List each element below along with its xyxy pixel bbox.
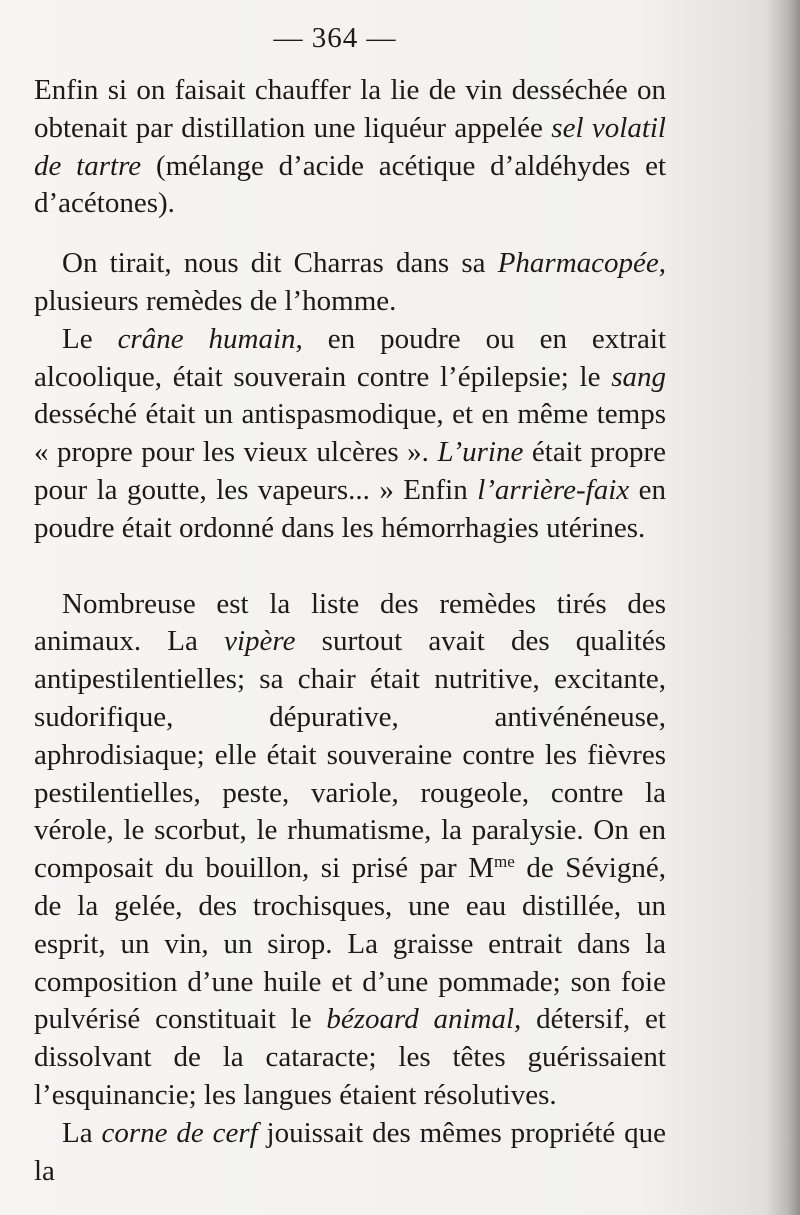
paragraph-2 [34, 245, 666, 321]
text-run: (mélange d’acide acétique d’aldéhydes et d’acétones). [34, 149, 666, 220]
italic-term: bézoard animal, [326, 1003, 522, 1036]
italic-term: corne de cerf [101, 1116, 258, 1149]
superscript: me [494, 852, 515, 872]
text-run: en poudre ou en extrait alcoolique, était souverain contre l’épilepsie; le [34, 322, 666, 393]
text-run: plusieurs remèdes de l’homme. [34, 284, 397, 317]
italic-term: Pharmacopée, [497, 247, 666, 280]
paragraph-4 [34, 586, 666, 1115]
text-run: On tirait, nous dit Charras dans sa [62, 247, 498, 280]
text-run: desséché était un antispasmodique, et en même temps « propre pour les vieux ulcères ». [34, 398, 666, 469]
text-run: jouissait des mêmes propriété que la [34, 1116, 666, 1187]
body-text [34, 72, 666, 1190]
italic-term: l’arrière-faix [477, 473, 630, 506]
text-run: détersif, et dissolvant de la cataracte; les têtes guérissaient l’esquinancie; les langues étaient résolutives. [34, 1003, 666, 1111]
italic-term: vipère [224, 625, 296, 658]
text-run: La [62, 1116, 102, 1149]
text-run: était propre pour la goutte, les vapeurs... » Enfin [34, 436, 666, 506]
paragraph-3 [34, 321, 666, 548]
text-run: de Sévigné, de la gelée, des trochisques, une eau distillée, un esprit, un vin, un sirop. La graisse entrait dans la composition d’une huile et d’une pommade; son foie pulvérisé constituait le [34, 852, 666, 1036]
italic-term: sel volatil de tartre [34, 111, 666, 182]
page-gutter-shadow [768, 0, 800, 1215]
text-run: Enfin si on faisait chauffer la lie de vin desséchée on obtenait par distillation une liquéur appelée [34, 74, 666, 144]
text-run: en poudre était ordonné dans les hémorrhagies utérines. [34, 473, 666, 544]
italic-term: L’urine [437, 436, 524, 469]
italic-term: sang [611, 360, 666, 393]
text-run: Le [62, 322, 118, 355]
italic-term: crâne humain, [117, 322, 303, 355]
paragraph-1 [34, 72, 666, 223]
text-run: surtout avait des qualités antipestilentielles; sa chair était nutritive, excitante, sudorifique, dépurative, antivénéneuse, aphrodisiaque; elle était souveraine contre les fièvres pestilentielles, peste, variole, rougeole, contre la vérole, le scorbut, le rhumatisme, la paralysie. On en composait du bouillon, si prisé par M [34, 625, 666, 885]
paragraph-5 [34, 1115, 666, 1191]
text-run: Nombreuse est la liste des remèdes tirés des animaux. La [34, 587, 666, 658]
page-number: — 364 — [273, 22, 397, 54]
